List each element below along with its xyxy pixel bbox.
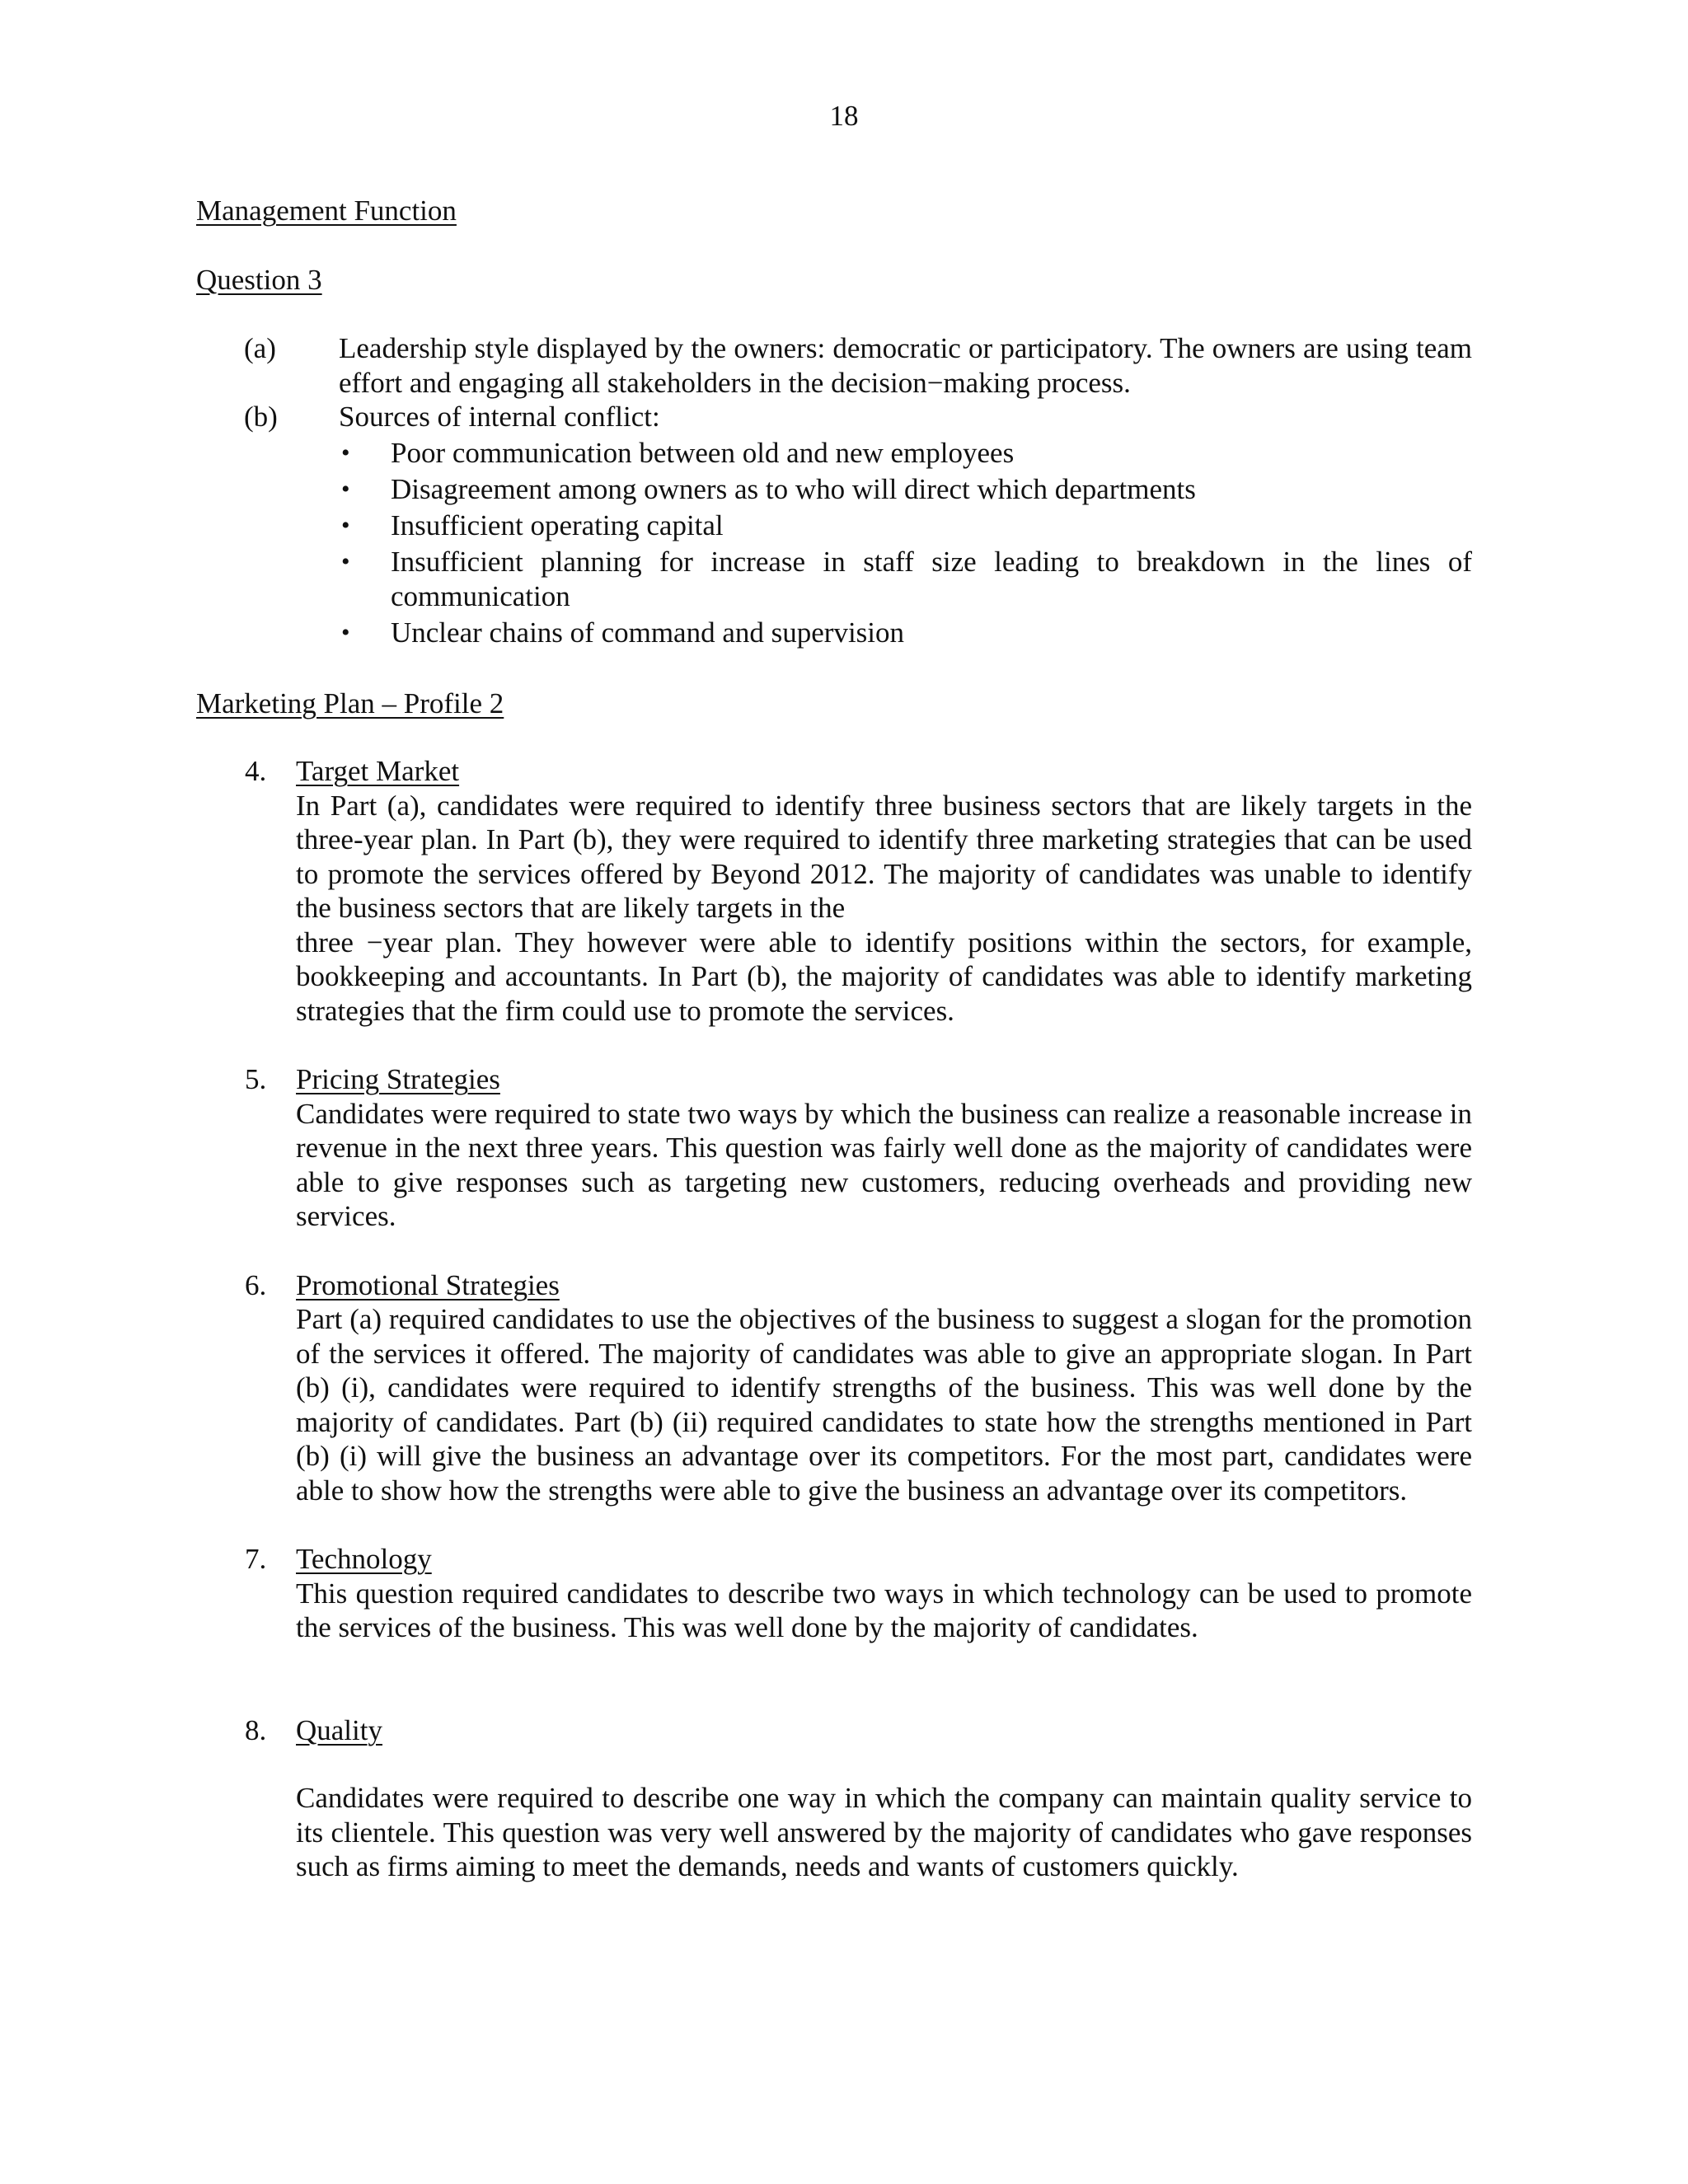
item-label: (b): [244, 401, 278, 433]
item-text: Candidates were required to state two ways by which the business can realize a reasonable increase in revenue in the next three years. This question was fairly well done as the majority of candidates were able to give responses such as targeting new customers, reducing overheads and providing new services.: [296, 1097, 1472, 1232]
list-item-text: Unclear chains of command and supervision: [391, 616, 905, 649]
item-text: Leadership style displayed by the owners: democratic or participatory. The owners are using team effort and engaging all stakeholders in the decision−making process.: [339, 332, 1472, 399]
list-item-text: Insufficient operating capital: [391, 509, 724, 541]
item-title: Promotional Strategies: [296, 1268, 560, 1301]
page-number: 18: [829, 100, 859, 132]
item-text: Part (a) required candidates to use the objectives of the business to suggest a slogan for the promotion of the services it offered. The majority of candidates was able to give an appropriate slogan. In Part (b) (i), candidates were required to identify strengths of the business. This was well done by the majority of candidates. Part (b) (ii) required candidates to state how the strengths mentioned in Part (b) (i) will give the business an advantage over its competitors. For the most part, candidates were able to show how the strengths were able to give the business an advantage over its competitors.: [296, 1303, 1472, 1507]
list-item-text: Disagreement among owners as to who will direct which departments: [391, 472, 1196, 505]
item-number: 6.: [245, 1268, 267, 1301]
bullet-icon: •: [341, 618, 350, 646]
marketing-item-8: [196, 1713, 1472, 1884]
bullet-icon: •: [341, 475, 350, 503]
question-item-a: [196, 331, 1472, 400]
item-text: Candidates were required to describe one way in which the company can maintain quality service to its clientele. This question was very well answered by the majority of candidates who gave responses such as firms aiming to meet the demands, needs and wants of customers quickly.: [296, 1782, 1472, 1882]
marketing-items: [196, 754, 1472, 1884]
marketing-item-6: [196, 1268, 1472, 1508]
question-item-b: [196, 400, 1472, 652]
marketing-item-4: [196, 754, 1472, 1028]
item-text: This question required candidates to describe two ways in which technology can be used to promote the services of the business. This was well done by the majority of candidates.: [296, 1577, 1472, 1643]
item-label: (a): [244, 332, 276, 364]
list-item: [339, 436, 1472, 471]
list-item-text: Insufficient planning for increase in staff size leading to breakdown in the lines of communication: [391, 545, 1472, 612]
list-item: [339, 616, 1472, 650]
item-text-continued: three −year plan. They however were able to identify positions within the sectors, for example, bookkeeping and accountants. In Part (b), the majority of candidates was able to identify marketing strategies that the firm could use to promote the services.: [296, 926, 1472, 1027]
item-text: Sources of internal conflict:: [339, 401, 660, 433]
conflict-list: [339, 436, 1472, 650]
list-item: [339, 545, 1472, 614]
page-content: [196, 194, 1472, 1884]
item-number: 7.: [245, 1543, 267, 1575]
item-title: Pricing Strategies: [296, 1063, 500, 1095]
bullet-icon: •: [341, 511, 350, 539]
item-title: Quality: [296, 1713, 382, 1746]
bullet-icon: •: [341, 438, 350, 466]
item-number: 8.: [245, 1713, 267, 1746]
list-item-text: Poor communication between old and new employees: [391, 436, 1015, 469]
item-number: 5.: [245, 1063, 267, 1095]
bullet-icon: •: [341, 547, 350, 575]
item-title: Target Market: [296, 755, 460, 787]
section-title-management: Management Function: [196, 194, 457, 227]
list-item: [339, 472, 1472, 507]
marketing-item-5: [196, 1062, 1472, 1234]
section-title-marketing: Marketing Plan – Profile 2: [196, 687, 504, 719]
item-title: Technology: [296, 1543, 432, 1575]
item-number: 4.: [245, 755, 267, 787]
item-text: In Part (a), candidates were required to identify three business sectors that are likely targets in the three-year plan. In Part (b), they were required to identify three marketing strategies that can be used to promote the services offered by Beyond 2012. The majority of candidates was unable to identify the business sectors that are likely targets in the: [296, 789, 1472, 924]
marketing-item-7: [196, 1542, 1472, 1645]
question-title: Question 3: [196, 263, 322, 296]
list-item: [339, 509, 1472, 543]
